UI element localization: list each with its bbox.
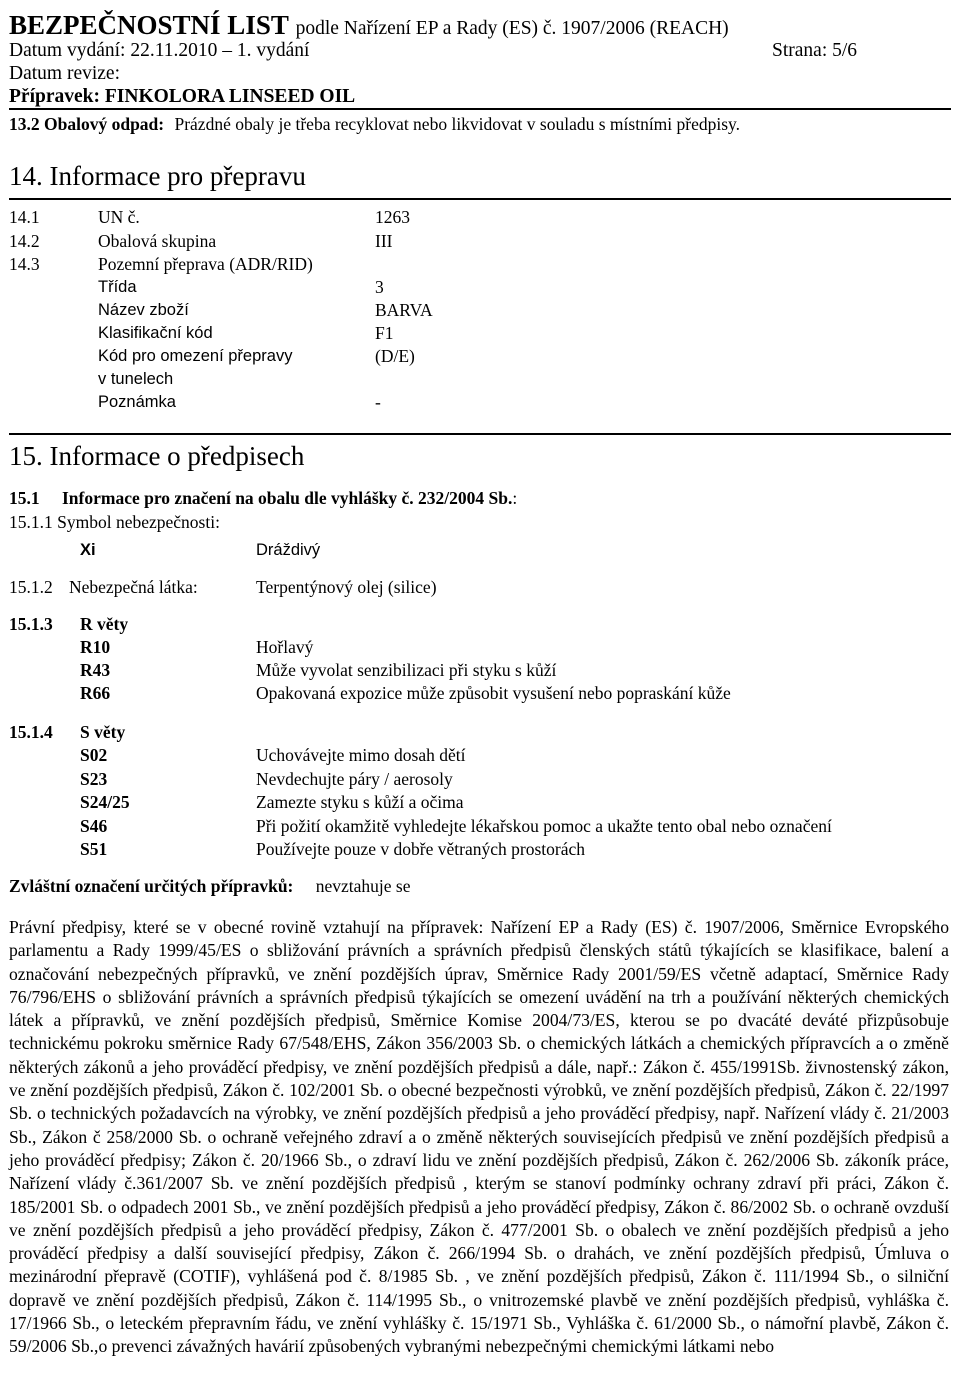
hazardous-substance-value: Terpentýnový olej (silice) [256,577,437,597]
header-title-sub: podle Nařízení EP a Rady (ES) č. 1907/2006 (REACH) [295,18,729,39]
section-15-1-2-num: 15.1.2 [9,577,53,597]
section-15-1-4-num: 15.1.4 [9,722,53,742]
r-phrase-code: R66 [80,683,111,703]
s-phrase-code: S24/25 [80,792,130,812]
s-phrase-text: Uchovávejte mimo dosah dětí [256,745,466,765]
product-name-value: FINKOLORA LINSEED OIL [104,86,356,107]
r-phrase-text: Hořlavý [256,637,314,657]
section-13-2-text: Prázdné obaly je třeba recyklovat nebo likvidovat v souladu s místními předpisy. [174,114,741,134]
page-number: Strana: 5/6 [772,40,858,61]
section-15-top-divider [9,433,951,435]
r-phrase-text: Opakovaná expozice může způsobit vysušení nebo popraskání kůže [256,683,731,703]
row-14-3-num: 14.3 [9,254,40,274]
section-15-1-1: 15.1.1 Symbol nebezpečnosti: [9,512,220,532]
goods-name-label: Název zboží [98,301,189,319]
class-label: Třída [98,278,137,296]
header-title-main: BEZPEČNOSTNÍ LIST [9,10,289,40]
note-label: Poznámka [98,393,176,411]
section-15-1: 15.1 Informace pro značení na obalu dle vyhlášky č. 232/2004 Sb.: [9,488,518,508]
issue-date-value: 22.11.2010 – 1. vydání [130,40,310,61]
row-14-2-num: 14.2 [9,231,40,251]
section-14-divider [9,198,951,200]
s-phrase-text: Při požití okamžitě vyhledejte lékařskou pomoc a ukažte tento obal nebo označení [256,815,832,836]
un-number-label: UN č. [98,207,140,227]
hazard-symbol-text: Dráždivý [256,541,321,559]
s-phrase-text: Používejte pouze v dobře větraných prostorách [256,839,585,859]
s-phrase-text: Zamezte styku s kůží a očima [256,792,464,812]
section-13-2: 13.2 Obalový odpad: Prázdné obaly je třeba recyklovat nebo likvidovat v souladu s místními předpisy. [9,114,741,134]
hazard-symbol-code: Xi [80,541,96,559]
section-15-heading: 15. Informace o předpisech [9,441,305,471]
section-15-1-3-num: 15.1.3 [9,614,53,634]
s-phrase-code: S51 [80,839,108,859]
special-labelling-value: nevztahuje se [315,876,411,896]
packing-group-value: III [375,231,393,251]
tunnel-code-label-cont: v tunelech [98,370,174,388]
s-phrase-code: S46 [80,815,108,836]
row-14-1: 14.1 [9,207,40,227]
class-value: 3 [375,277,384,297]
goods-name-value: BARVA [375,300,433,320]
s-phrase-code: S02 [80,745,108,765]
special-labelling: Zvláštní označení určitých přípravků: nevztahuje se [9,876,411,896]
r-phrases-label: R věty [80,614,129,634]
s-phrase-code: S23 [80,768,108,789]
classification-code-value: F1 [375,323,394,343]
tunnel-code-label: Kód pro omezení přepravy [98,347,293,365]
revision-date: Datum revize: [9,63,120,84]
hazardous-substance-label: Nebezpečná látka: [69,577,198,597]
land-transport-label: Pozemní přeprava (ADR/RID) [98,254,313,274]
product-name: Přípravek: FINKOLORA LINSEED OIL [9,86,356,107]
header-divider [9,108,951,110]
note-value: - [375,392,381,412]
tunnel-code-value: (D/E) [375,346,415,366]
s-phrase-text: Nevdechujte páry / aerosoly [256,768,453,789]
document-header-title [9,10,729,44]
r-phrase-code: R43 [80,660,111,680]
un-number-value: 1263 [375,207,410,227]
packing-group-label: Obalová skupina [98,231,217,251]
issue-date: Datum vydání: 22.11.2010 – 1. vydání [9,40,310,61]
legal-regulations-text: Právní předpisy, které se v obecné rovině vztahují na přípravek: Nařízení EP a Rady (ES) č. 1907/2006, Směrnice Evropského parlamentu a Rady 1999/45/ES o sbližování právních a správních předpisů členských států týkajících se klasifikace, balení a označování nebezpečných přípravků, ve znění pozdějších úprav, Směrnice Rady 2001/59/ES včetně adaptací, Směrnice Rady 76/796/EHS o sbližování právních a správních předpisů týkajících se omezení uvádění na trh a používání některých chemických látek a přípravků, ve znění pozdějších předpisů, Směrnice Komise 2004/73/ES, kterou se po dvacáté deváté přizpůsobuje technickému pokroku směrnice Rady 67/548/EHS, Zákon 356/2003 Sb. o chemických látkách a chemických přípravcích a o změně některých zákonů a jeho prováděcí předpisy, ve znění pozdějších předpisů a dále, např.: Zákon č. 455/1991Sb. živnostenský zákon, ve znění pozdějších předpisů, Zákon č. 102/2001 Sb. o obecné bezpečnosti výrobků, ve znění pozdějších předpisů, Zákon č. 22/1997 Sb. o technických požadavcích na výrobky, ve znění pozdějších předpisů a jeho prováděcí předpisy, např. Nařízení vlády č. 21/2003 Sb., Zákon č 258/2000 Sb. o ochraně veřejného zdraví a o změně některých souvisejících předpisů ve znění pozdějších předpisů a jeho prováděcí předpisy; Zákon č. 20/1966 Sb., o zdraví lidu ve znění pozdějších předpisů, Zákon č. 262/2006 Sb. zákoník práce, Nařízení vlády č.361/2007 Sb. ve znění pozdějších předpisů , kterým se stanoví podmínky ochrany zdraví při práci, Zákon č. 185/2001 Sb. o odpadech 2001 Sb., ve znění pozdějších předpisů a jeho prováděcí předpisy, Zákon č. 86/2002 Sb. o ochraně ovzduší ve znění pozdějších předpisů a jeho prováděcí předpisy, Zákon č. 477/2001 Sb. o obalech ve znění pozdějších předpisů a jeho prováděcí předpisy a další související předpisy, Zákon č. 266/1994 Sb. o drahách, ve znění pozdějších předpisů, Úmluva o mezinárodní přepravě (COTIF), vyhlášená pod č. 8/1985 Sb. , ve znění pozdějších předpisů, Zákon č. 111/1994 Sb., o silniční dopravě ve znění pozdějších předpisů, Zákon č. 114/1995 Sb., o vnitrozemské plavbě ve znění pozdějších předpisů, vyhláška č. 17/1966 Sb., o leteckém přepravním řádu, ve znění vyhlášky č. 15/1971 Sb., Vyhláška č. 61/2000 Sb., o námořní plavbě, Zákon č. 59/2006 Sb.,o prevenci závažných havárií způsobených vybranými nebezpečnými chemickými látkami nebo [9,917,949,1357]
section-14-heading: 14. Informace pro přepravu [9,161,306,191]
r-phrase-text: Může vyvolat senzibilizaci při styku s kůží [256,660,557,680]
r-phrase-code: R10 [80,637,111,657]
classification-code-label: Klasifikační kód [98,324,213,342]
s-phrases-label: S věty [80,722,126,742]
